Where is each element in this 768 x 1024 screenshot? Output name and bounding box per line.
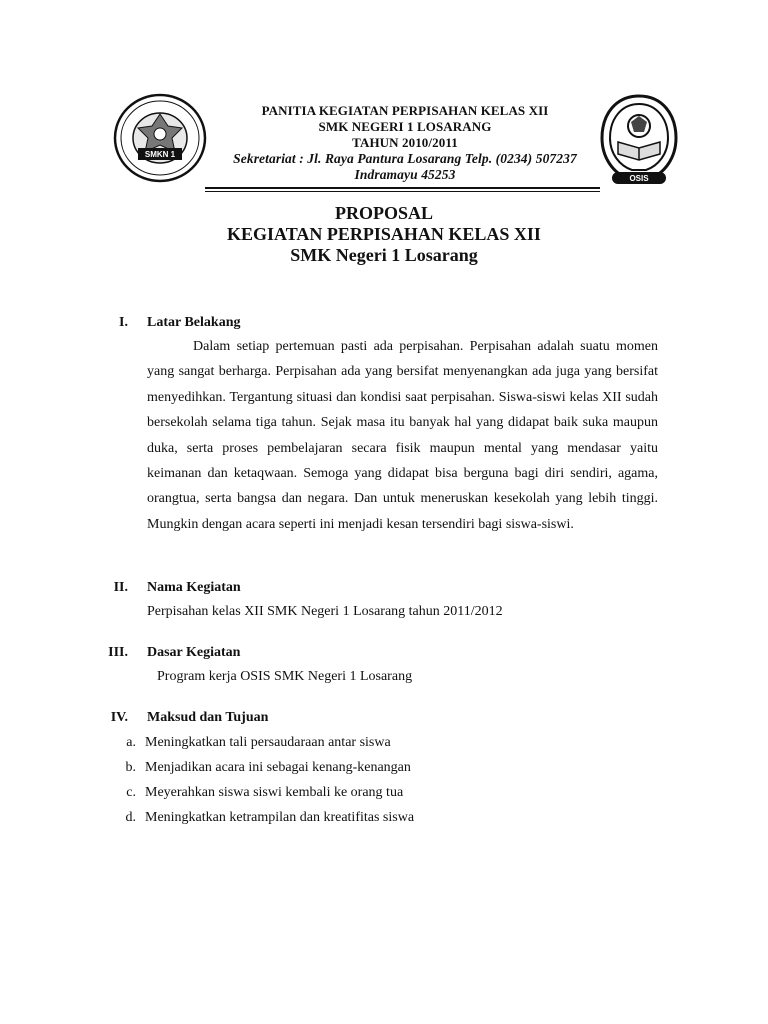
section-2-body: Perpisahan kelas XII SMK Negeri 1 Losarang tahun 2011/2012: [147, 604, 503, 619]
list-item: Meningkatkan tali persaudaraan antar siswa: [145, 735, 391, 750]
osis-logo-icon: [598, 92, 680, 188]
letterhead-school: SMK NEGERI 1 LOSARANG: [318, 119, 492, 134]
section-2-heading: Nama Kegiatan: [147, 580, 241, 595]
letterhead-year: TAHUN 2010/2011: [352, 135, 458, 150]
section-2-numeral: II.: [113, 580, 128, 595]
section-1-body: [147, 334, 658, 537]
title-line-2: KEGIATAN PERPISAHAN KELAS XII: [227, 224, 541, 244]
list-item-marker: a.: [126, 735, 136, 750]
logo-right-label: OSIS: [629, 174, 649, 183]
list-item-marker: b.: [125, 760, 136, 775]
list-item: Menjadikan acara ini sebagai kenang-kenangan: [145, 760, 411, 775]
letterhead-city: Indramayu 45253: [354, 167, 456, 182]
letterhead-committee: PANITIA KEGIATAN PERPISAHAN KELAS XII: [261, 103, 549, 118]
letterhead-address: Sekretariat : Jl. Raya Pantura Losarang Telp. (0234) 507237: [233, 151, 577, 166]
letterhead-divider: [205, 187, 600, 192]
letterhead: [205, 103, 605, 183]
section-3-numeral: III.: [108, 645, 128, 660]
section-4-numeral: IV.: [110, 710, 128, 725]
section-1-heading: Latar Belakang: [147, 315, 241, 330]
section-4-heading: Maksud dan Tujuan: [147, 710, 269, 725]
document-title: [0, 203, 768, 266]
title-line-1: PROPOSAL: [334, 203, 433, 223]
section-3-heading: Dasar Kegiatan: [147, 645, 241, 660]
list-item: Meyerahkan siswa siswi kembali ke orang tua: [145, 785, 404, 800]
list-item-marker: d.: [125, 810, 136, 825]
section-1-numeral: I.: [119, 315, 128, 330]
section-3-body: Program kerja OSIS SMK Negeri 1 Losarang: [157, 669, 413, 684]
title-line-3: SMK Negeri 1 Losarang: [290, 245, 478, 265]
school-logo-icon: [112, 92, 208, 184]
logo-left-label: SMKN 1: [144, 150, 176, 159]
list-item: Meningkatkan ketrampilan dan kreatifitas siswa: [145, 810, 415, 825]
list-item-marker: c.: [126, 785, 136, 800]
section-1-body-text: Dalam setiap pertemuan pasti ada perpisahan. Perpisahan adalah suatu momen yang sangat berharga. Perpisahan ada yang bersifat menyenangkan ada juga yang bersifat menyedihkan. Tergantung situasi dan kondisi saat perpisahan. Siswa-siswi kelas XII sudah bersekolah selama tiga tahun. Sejak masa itu banyak hal yang didapat baik suka maupun duka, serta proses pembelajaran secara fisik maupun mental yang mendasar yaitu keimanan dan ketaqwaan. Semoga yang didapat bisa berguna bagi diri sendiri, agama, orangtua, serta bangsa dan negara. Dan untuk meneruskan kesekolah yang lebih tinggi. Mungkin dengan acara seperti ini menjadi kesan tersendiri bagi siswa-siswi.: [147, 339, 658, 532]
